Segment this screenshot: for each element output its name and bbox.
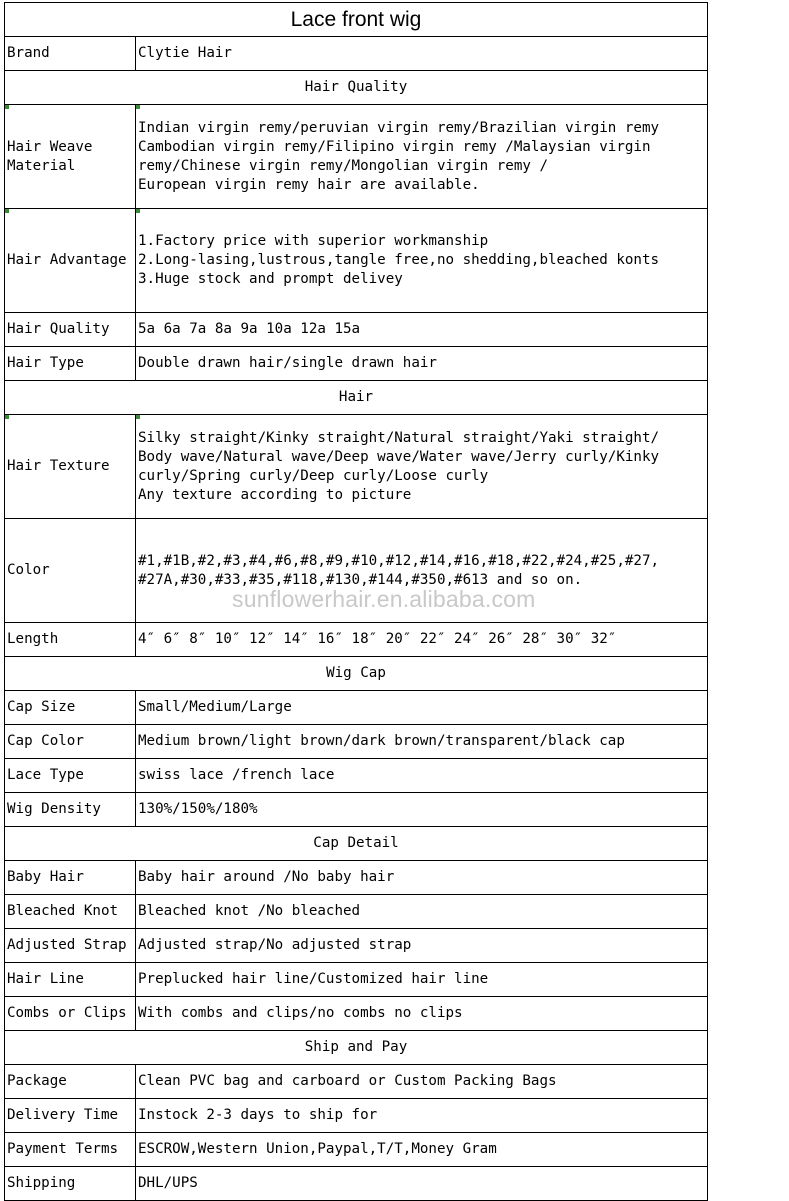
type-value: Double drawn hair/single drawn hair: [136, 347, 708, 381]
quality-value: 5a 6a 7a 8a 9a 10a 12a 15a: [136, 313, 708, 347]
knot-value: Bleached knot /No bleached: [136, 895, 708, 929]
material-value: [136, 105, 708, 209]
shipping-label: Shipping: [5, 1167, 136, 1201]
color-label: Color: [5, 519, 136, 623]
advantage-line-3: 3.Huge stock and prompt delivey: [138, 271, 403, 287]
color-value: [136, 519, 708, 623]
material-line-1: Indian virgin remy/peruvian virgin remy/Brazilian virgin remy: [138, 119, 660, 136]
combs-label: Combs or Clips: [5, 997, 136, 1031]
color-line-1: #1,#1B,#2,#3,#4,#6,#8,#9,#10,#12,#14,#16,#18,#22,#24,#25,#27,: [138, 552, 660, 569]
payment-value: ESCROW,Western Union,Paypal,T/T,Money Gram: [136, 1133, 708, 1167]
table-title: Lace front wig: [5, 3, 708, 37]
type-label: Hair Type: [5, 347, 136, 381]
material-line-2: Cambodian virgin remy/Filipino virgin remy /Malaysian virgin: [138, 138, 651, 155]
combs-value: With combs and clips/no combs no clips: [136, 997, 708, 1031]
baby-hair-label: Baby Hair: [5, 861, 136, 895]
delivery-label: Delivery Time: [5, 1099, 136, 1133]
lace-type-label: Lace Type: [5, 759, 136, 793]
material-label-line2: Material: [7, 157, 76, 174]
cap-color-value: Medium brown/light brown/dark brown/transparent/black cap: [136, 725, 708, 759]
texture-line-2: Body wave/Natural wave/Deep wave/Water wave/Jerry curly/Kinky: [138, 448, 660, 465]
advantage-line-1: 1.Factory price with superior workmanship: [138, 233, 489, 249]
payment-label: Payment Terms: [5, 1133, 136, 1167]
advantage-value: [136, 209, 708, 313]
quality-label: Hair Quality: [5, 313, 136, 347]
brand-value: Clytie Hair: [136, 37, 708, 71]
length-value: 4″ 6″ 8″ 10″ 12″ 14″ 16″ 18″ 20″ 22″ 24″ 26″ 28″ 30″ 32″: [136, 623, 708, 657]
cap-color-label: Cap Color: [5, 725, 136, 759]
cap-size-label: Cap Size: [5, 691, 136, 725]
lace-type-value: swiss lace /french lace: [136, 759, 708, 793]
section-hair-quality: Hair Quality: [5, 71, 708, 105]
package-value: Clean PVC bag and carboard or Custom Packing Bags: [136, 1065, 708, 1099]
texture-label: Hair Texture: [5, 415, 136, 519]
material-label-line1: Hair Weave: [7, 138, 93, 155]
advantage-label: Hair Advantage: [5, 209, 136, 313]
texture-value: [136, 415, 708, 519]
cap-size-value: Small/Medium/Large: [136, 691, 708, 725]
length-label: Length: [5, 623, 136, 657]
strap-value: Adjusted strap/No adjusted strap: [136, 929, 708, 963]
texture-line-4: Any texture according to picture: [138, 486, 412, 503]
advantage-line-2: 2.Long-lasing,lustrous,tangle free,no shedding,bleached konts: [138, 252, 660, 268]
density-value: 130%/150%/180%: [136, 793, 708, 827]
texture-line-3: curly/Spring curly/Deep curly/Loose curly: [138, 467, 489, 484]
hair-line-label: Hair Line: [5, 963, 136, 997]
shipping-value: DHL/UPS: [136, 1167, 708, 1201]
section-wig-cap: Wig Cap: [5, 657, 708, 691]
material-line-3: remy/Chinese virgin remy/Mongolian virgin remy /: [138, 157, 548, 174]
section-ship-pay: Ship and Pay: [5, 1031, 708, 1065]
strap-label: Adjusted Strap: [5, 929, 136, 963]
watermark: sunflowerhair.en.alibaba.com: [232, 586, 536, 612]
section-hair: Hair: [5, 381, 708, 415]
section-cap-detail: Cap Detail: [5, 827, 708, 861]
brand-label: Brand: [5, 37, 136, 71]
color-line-2: #27A,#30,#33,#35,#118,#130,#144,#350,#613 and so on.: [138, 571, 583, 588]
spec-table: [4, 2, 708, 1201]
material-line-4: European virgin remy hair are available.: [138, 176, 480, 193]
material-label: [5, 105, 136, 209]
density-label: Wig Density: [5, 793, 136, 827]
texture-line-1: Silky straight/Kinky straight/Natural straight/Yaki straight/: [138, 429, 660, 446]
hair-line-value: Preplucked hair line/Customized hair line: [136, 963, 708, 997]
package-label: Package: [5, 1065, 136, 1099]
delivery-value: Instock 2-3 days to ship for: [136, 1099, 708, 1133]
baby-hair-value: Baby hair around /No baby hair: [136, 861, 708, 895]
knot-label: Bleached Knot: [5, 895, 136, 929]
